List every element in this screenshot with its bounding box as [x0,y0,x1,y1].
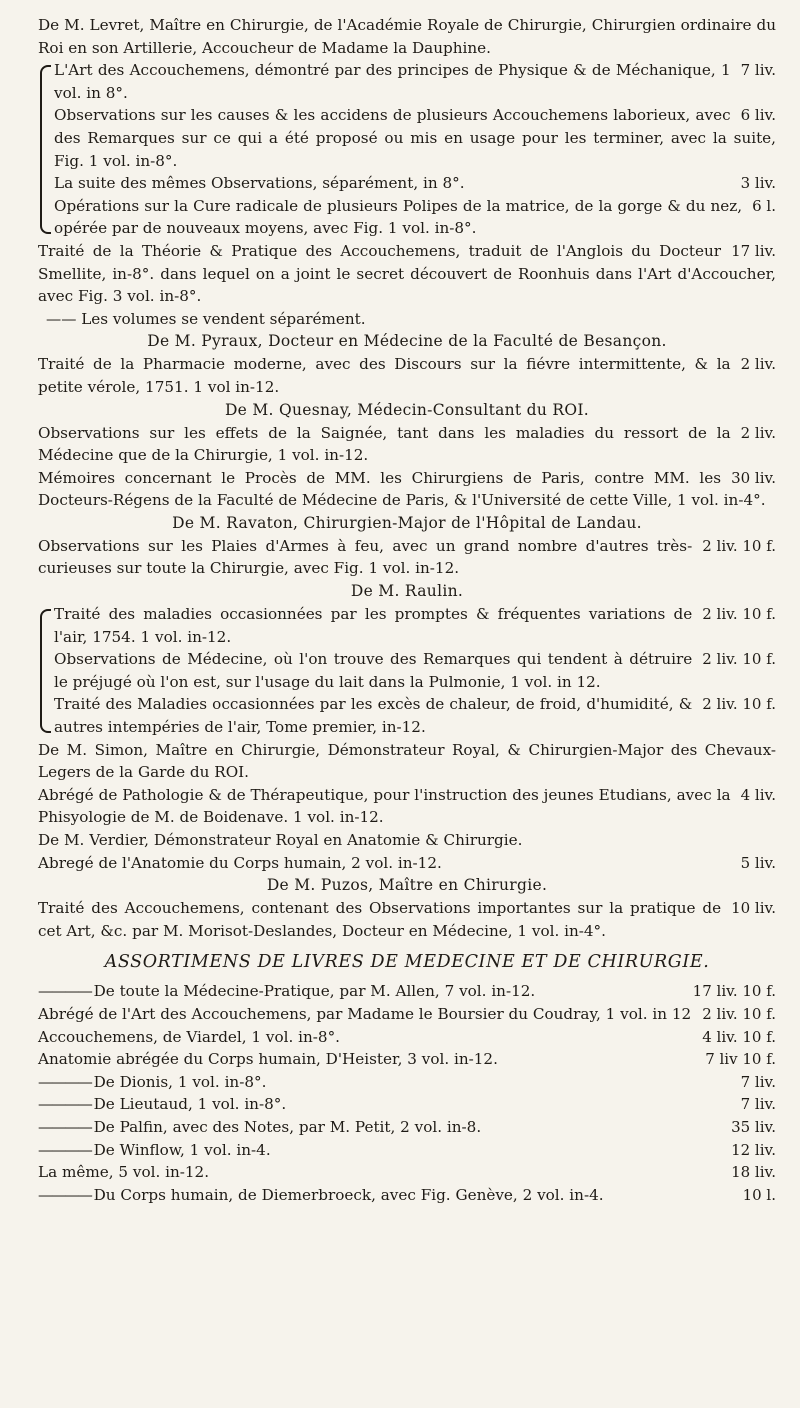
book-entry [38,980,776,1003]
book-price: ———— 12 liv. [731,1140,776,1159]
book-entry [38,1139,776,1162]
book-entry [38,240,776,308]
book-title: Anatomie abrégée du Corps humain, D'Heister, 3 vol. in-12. [38,1050,498,1069]
book-title: Abrégé de Pathologie & de Thérapeutique, pour l'instruction des jeunes Etudians, avec la Phisyologie de M. de Boidenave. 1 vol. in-12. [38,785,731,827]
book-price: 5 liv. [740,853,776,872]
section-heading: ASSORTIMENS DE LIVRES DE MEDECINE ET DE CHIRURGIE. [104,952,710,973]
note-text: —— Les volumes se vendent séparément. [46,309,366,328]
book-price: 2 liv. 10 f. [702,605,776,624]
book-entry [38,1116,776,1139]
book-price: 7 liv 10 f. [705,1050,776,1069]
book-entry [38,852,776,875]
book-title: Observations sur les causes & les accidens de plusieurs Accouchemens laborieux, avec des Remarques sur ce qui a été proposé ou mis en usage pour les terminer, avec la suite, Fig. 1 vol. in-8°. [54,106,776,170]
note-entry [38,308,776,331]
book-entry [54,195,776,240]
author-line: De M. Simon, Maître en Chirurgie, Démonstrateur Royal, & Chirurgien-Major des Chevaux-Legers de la Garde du ROI. [38,740,776,782]
book-price: 30 liv. [731,468,776,487]
book-title: La suite des mêmes Observations, séparément, in 8°. [54,174,465,193]
author-heading-pyraux: De M. Pyraux, Docteur en Médecine de la Faculté de Besançon. [147,332,667,351]
book-title: Du Corps humain, de Diemerbroeck, avec Fig. Genève, 2 vol. in-4. [93,1185,604,1204]
book-price: 2 liv. 10 f. [702,650,776,669]
book-title: Opérations sur la Cure radicale de plusieurs Polipes de la matrice, de la gorge & du nez, opérée par de nouveaux moyens, avec Fig. 1 vol. in-8°. [54,196,743,238]
book-title: De toute la Médecine-Pratique, par M. Allen, 7 vol. in-12. [93,982,536,1001]
book-title: Traité des Maladies occasionnées par les excès de chaleur, de froid, d'humidité, & autres intempéries de l'air, Tome premier, in-12. [54,695,693,737]
book-price: 6 liv. [740,106,776,125]
book-price: 2 liv. 10 f. [702,695,776,714]
author-heading-simon [38,739,776,784]
book-price: ———— 17 liv. 10 f. [692,982,776,1001]
author-heading-verdier [38,829,776,852]
author-heading-raulin: De M. Raulin. [350,582,464,601]
book-entry [38,897,776,942]
book-entry [54,172,776,195]
book-price: 2 liv. [740,423,776,442]
book-entry [38,784,776,829]
book-price: 10 liv. [731,899,776,918]
book-entry [38,353,776,398]
book-entry [38,535,776,580]
author-heading-puzos: De M. Puzos, Maître en Chirurgie. [266,876,548,895]
book-entry [38,467,776,512]
book-entry [38,1026,776,1049]
book-title: La même, 5 vol. in-12. [38,1163,210,1182]
book-price: 2 liv. [740,355,776,374]
book-price: 4 liv. [740,785,776,804]
book-price: 17 liv. [731,241,776,260]
book-price: 7 liv. [740,61,776,80]
book-title: De Dionis, 1 vol. in-8°. [93,1072,267,1091]
book-price: 18 liv. [731,1163,776,1182]
book-price: ———— 7 liv. [740,1072,776,1091]
book-title: De Winflow, 1 vol. in-4. [93,1140,271,1159]
book-entry [38,422,776,467]
book-title: Abregé de l'Anatomie du Corps humain, 2 vol. in-12. [38,853,442,872]
book-title: Observations sur les Plaies d'Armes à feu, avec un grand nombre d'autres très-curieuses sur toute la Chirurgie, avec Fig. 1 vol. in-12. [38,536,693,578]
book-title: L'Art des Accouchemens, démontré par des principes de Physique & de Méchanique, 1 vol. in 8°. [54,61,731,102]
book-title: Traité des maladies occasionnées par les promptes & fréquentes variations de l'air, 1754. 1 vol. in-12. [54,605,693,646]
book-price: ———— 7 liv. [740,1095,776,1114]
book-title: Traité de la Théorie & Pratique des Accouchemens, traduit de l'Anglois du Docteur Smellite, in-8°. dans lequel on a joint le secret découvert de Roonhuis dans l'Art d'Accoucher, avec Fig. 3 vol. in-8°. [38,241,776,306]
book-price: 2 liv. 10 f. [702,1004,776,1023]
book-title: Abrégé de l'Art des Accouchemens, par Madame le Boursier du Coudray, 1 vol. in 12 [38,1004,692,1023]
book-title: Accouchemens, de Viardel, 1 vol. in-8°. [38,1027,341,1046]
book-title: Observations sur les effets de la Saignée, tant dans les maladies du ressort de la Médecine que de la Chirurgie, 1 vol. in-12. [38,423,731,465]
book-entry [38,1048,776,1071]
author-line: De M. Levret, Maître en Chirurgie, de l'Académie Royale de Chirurgie, Chirurgien ordinaire du Roi en son Artillerie, Accoucheur de Madame la Dauphine. [38,16,776,57]
book-entry [54,59,776,104]
book-entry [54,648,776,693]
book-entry [54,104,776,172]
author-heading-ravaton: De M. Ravaton, Chirurgien-Major de l'Hôpital de Landau. [172,513,642,532]
book-price: 6 l. [752,196,776,215]
book-title: Traité de la Pharmacie moderne, avec des Discours sur la fiévre intermittente, & la petite vérole, 1751. 1 vol in-12. [38,355,731,396]
book-title: Traité des Accouchemens, contenant des Observations importantes sur la pratique de cet Art, &c. par M. Morisot-Deslandes, Docteur en Médecine, 1 vol. in-4°. [38,899,722,940]
book-price: ———— 35 liv. [731,1117,776,1136]
book-price: 3 liv. [740,174,776,193]
book-entry [38,1184,776,1207]
book-title: De Palfin, avec des Notes, par M. Petit, 2 vol. in-8. [93,1117,482,1136]
book-entry [38,1071,776,1094]
book-price: 2 liv. 10 f. [702,536,776,555]
book-entry [38,1003,776,1026]
book-title: Observations de Médecine, où l'on trouve des Remarques qui tendent à détruire le préjugé où l'on est, sur l'usage du lait dans la Pulmonie, 1 vol. in 12. [54,650,693,691]
author-line: De M. Verdier, Démonstrateur Royal en Anatomie & Chirurgie. [38,831,523,849]
author-heading-quesnay: De M. Quesnay, Médecin-Consultant du ROI. [224,400,590,419]
book-entry [54,693,776,738]
assortimens-list [38,980,776,1206]
book-title: Mémoires concernant le Procès de MM. les Chirurgiens de Paris, contre MM. les Docteurs-Régens de la Faculté de Médecine de Paris, & l'Université de cette Ville, 1 vol. in-4°. [38,468,766,510]
raulin-works-group [38,603,776,739]
levret-works-group [38,59,776,240]
book-price: 4 liv. 10 f. [702,1027,776,1046]
levret-author-heading [38,14,776,59]
book-title: De Lieutaud, 1 vol. in-8°. [93,1095,287,1114]
book-entry [54,603,776,648]
book-price: ———— 10 l. [742,1185,776,1204]
book-entry [38,1093,776,1116]
book-entry [38,1161,776,1184]
